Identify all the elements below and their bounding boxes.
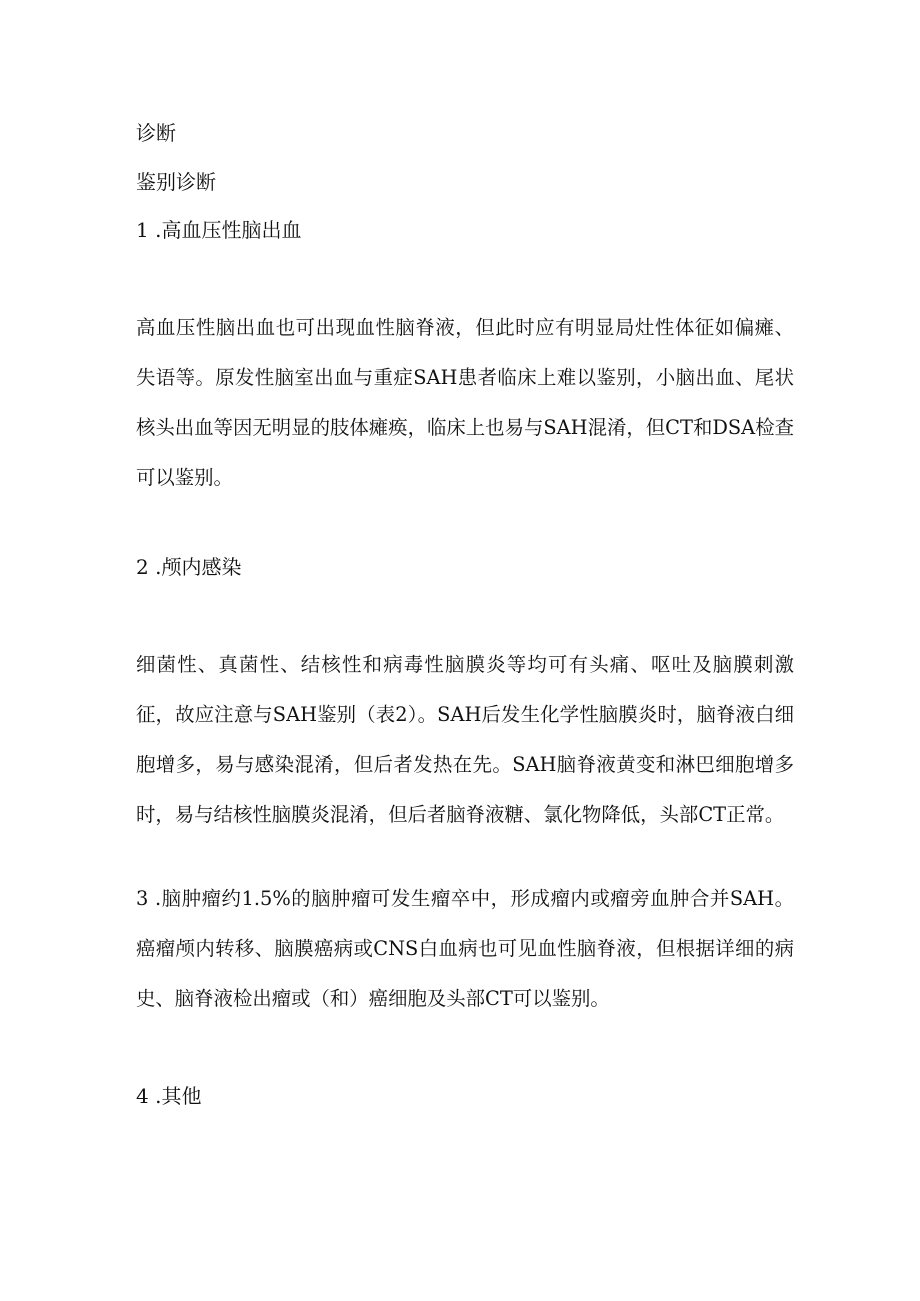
item-3-paragraph: 3 .脑肿瘤约1.5%的脑肿瘤可发生瘤卒中，形成瘤内或瘤旁血肿合并SAH。癌瘤颅内转移、脑膜癌病或CNS白血病也可见血性脑脊液，但根据详细的病史、脑脊液检出瘤或（和）癌细胞及头部CT可以鉴别。 bbox=[136, 887, 794, 1010]
item-1-heading: 1 .高血压性脑出血 bbox=[136, 218, 302, 242]
item-4-heading: 4 .其他 bbox=[136, 1084, 202, 1108]
item-2-paragraph: 细菌性、真菌性、结核性和病毒性脑膜炎等均可有头痛、呕吐及脑膜刺激征，故应注意与SAH鉴别（表2）。SAH后发生化学性脑膜炎时，脑脊液白细胞增多，易与感染混淆，但后者发热在先。SAH脑脊液黄变和淋巴细胞增多时，易与结核性脑膜炎混淆，但后者脑脊液糖、氯化物降低，头部CT正常。 bbox=[136, 653, 794, 826]
section-title: 鉴别诊断 bbox=[136, 170, 216, 194]
item-2-heading: 2 .颅内感染 bbox=[136, 555, 242, 579]
document-title: 诊断 bbox=[136, 121, 176, 145]
item-1-paragraph: 高血压性脑出血也可出现血性脑脊液，但此时应有明显局灶性体征如偏瘫、失语等。原发性脑室出血与重症SAH患者临床上难以鉴别，小脑出血、尾状核头出血等因无明显的肢体瘫痪，临床上也易与SAH混淆，但CT和DSA检查可以鉴别。 bbox=[136, 316, 794, 489]
